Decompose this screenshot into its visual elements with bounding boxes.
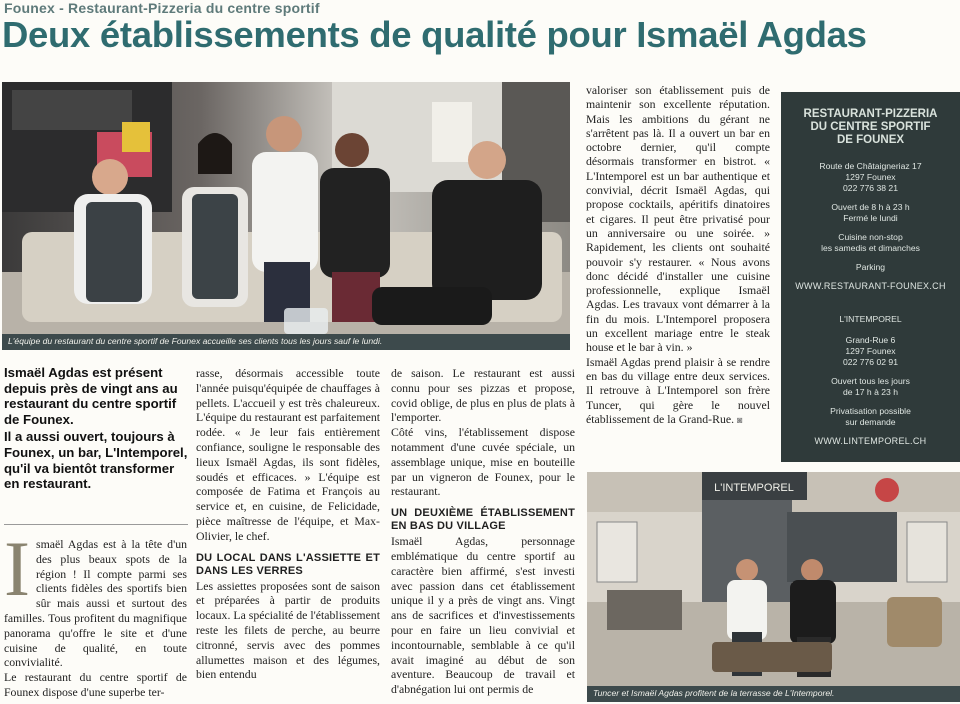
infobox-address-city: 1297 Founex xyxy=(845,172,896,182)
infobox-hours: Ouvert de 8 h à 23 h xyxy=(831,202,910,212)
terrace-photo-illustration xyxy=(587,472,960,686)
terrace-sign-text: L'INTEMPOREL xyxy=(714,482,794,494)
infobox-title-line-1: RESTAURANT-PIZZERIA xyxy=(803,108,938,120)
headline: Deux établissements de qualité pour Ismaël Agdas xyxy=(2,14,867,55)
subheading-second-establishment: UN DEUXIÈME ÉTABLISSEMENT EN BAS DU VILLAGE xyxy=(391,507,575,533)
infobox-address-street: Route de Châtaigneriaz 17 xyxy=(819,161,922,171)
infobox-intemporel-street: Grand-Rue 6 xyxy=(845,335,896,345)
infobox-parking: Parking xyxy=(855,262,886,272)
infobox-closed: Fermé le lundi xyxy=(843,213,898,223)
dropcap: I xyxy=(4,525,30,612)
lead-paragraph xyxy=(4,365,188,494)
infobox-intemporel-hours: Ouvert tous les jours xyxy=(831,376,910,386)
col3-paragraph-1: de saison. Le restaurant est aussi connu pour ses pizzas et propose, covid oblige, de plus en plus de plats à l'emporter. xyxy=(391,366,575,425)
article-column-2 xyxy=(196,366,380,682)
infobox-privatisation-note: sur demande xyxy=(845,417,896,427)
lead-sentence-1: Ismaël Agdas est présent depuis près de vingt ans au restaurant du centre sportif de Founex. xyxy=(4,365,178,427)
terrace-photo-caption: Tuncer et Ismaël Agdas profitent de la terrasse de L'Intemporel. xyxy=(587,686,960,702)
infobox-title-line-3: DE FOUNEX xyxy=(836,134,905,146)
infobox-intemporel-phone: 022 776 02 91 xyxy=(843,357,898,367)
infobox-website-intemporel[interactable]: WWW.LINTEMPOREL.CH xyxy=(814,436,927,446)
team-photo xyxy=(2,82,570,334)
col4-paragraph-2: Ismaël Agdas prend plaisir à se rendre en bas du village entre deux services. Il retrouve à L'Intemporel son frère Tuncer, qui gère le nouvel établissement de la Grand-Rue. xyxy=(586,354,770,426)
team-photo-illustration xyxy=(2,82,570,334)
article-column-3 xyxy=(391,366,575,697)
infobox-intemporel-city: 1297 Founex xyxy=(845,346,896,356)
infobox-intemporel-name: L'INTEMPOREL xyxy=(839,314,902,324)
col3-paragraph-3: Ismaël Agdas, personnage emblématique du centre sportif au caractère bien affirmé, s'est investi avec passion dans cet établissement unique il y a près de vingt ans. Vingt ans de sacrifices et d'investissements pour en faire un lieu convivial et incontournable, semblable à ce qu'il avait imaginé au début de son aventure. Beaucoup de travail et d'abnégation lui ont permis de xyxy=(391,534,575,697)
col2-paragraph-2: Les assiettes proposées sont de saison et préparées à partir de produits locaux. La spécialité de l'établissement reste les filets de perche, au beurre citronné, servis avec des pommes allumettes maison et des légumes, bien entendu xyxy=(196,578,380,682)
infobox-title-line-2: DU CENTRE SPORTIF xyxy=(810,121,931,133)
col1-paragraph-2: Le restaurant du centre sportif de Founex dispose d'une superbe ter- xyxy=(4,670,187,699)
infobox-privatisation: Privatisation possible xyxy=(830,406,911,416)
info-box xyxy=(781,92,960,462)
infobox-intemporel-hours-range: de 17 h à 23 h xyxy=(843,387,898,397)
article-column-4 xyxy=(586,83,770,427)
subheading-local: DU LOCAL DANS L'ASSIETTE ET DANS LES VERRES xyxy=(196,551,380,577)
col1-paragraph-1: smaël Agdas est à la tête d'un des plus beaux spots de la région ! Il compte parmi ses clients fidèles des sportifs bien sûr mais aussi et surtout des familles. Tous profitent du magnifique panorama qu'offre le site et d'une cuisine de qualité, en toute convivialité. xyxy=(4,537,187,670)
infobox-kitchen: Cuisine non-stop xyxy=(838,232,903,242)
infobox-kitchen-days: les samedis et dimanches xyxy=(821,243,920,253)
infobox-website-restaurant[interactable]: WWW.RESTAURANT-FOUNEX.CH xyxy=(795,281,946,291)
team-photo-caption: L'équipe du restaurant du centre sportif de Founex accueille ses clients tous les jours sauf le lundi. xyxy=(2,334,570,350)
col4-paragraph-1: valoriser son établissement puis de maintenir son excellente réputation. Mais les ambitions du gérant ne s'arrêtent pas là. Il a ouvert un bar en octobre dernier, qu'il compte désormais transformer en bistrot. « L'Intemporel est un bar authentique et convivial, décrit Ismaël Agdas, qui propose cocktails, apéritifs dinatoires et cigares. Il peut être privatisé pour un anniversaire ou une soirée. » Rapidement, les clients ont souhaité pouvoir s'y restaurer. « Nous avons donc décidé d'installer une cuisine professionnelle, explique Ismaël Agdas. Les travaux vont démarrer à la fin du mois. L'Intemporel proposera un excellent mariage entre le steak house et le bar à vin. » xyxy=(586,83,770,355)
kicker: Founex - Restaurant-Pizzeria du centre sportif xyxy=(4,0,320,16)
col2-paragraph-1: rasse, désormais accessible toute l'année puisqu'équipée de chauffages à pellets. L'accueil y est très chaleureux. L'équipe du restaurant est parfaitement rodée. « Je leur fais entièrement confiance, souligne le responsable des lieux Ismaël Agdas, ils sont fidèles, soudés et efficaces. » L'équipe est composée de Fatima et François au service et, en cuisine, de Felicidade, pièce maîtresse de l'équipe, et Max-Olivier, le chef. xyxy=(196,366,380,543)
lead-sentence-2: Il a aussi ouvert, toujours à Founex, un bar, L'Intemporel, qu'il va bientôt transformer en restaurant. xyxy=(4,429,188,492)
infobox-phone: 022 776 38 21 xyxy=(843,183,898,193)
col3-paragraph-2: Côté vins, l'établissement dispose notamment d'une cuvée spéciale, un assemblage unique, mise en bouteille par un vigneron de Founex, pour le restaurant. xyxy=(391,425,575,499)
end-mark: ◙ xyxy=(737,414,743,425)
article-column-1 xyxy=(4,525,187,700)
lead-divider xyxy=(4,524,188,525)
terrace-photo xyxy=(587,472,960,686)
